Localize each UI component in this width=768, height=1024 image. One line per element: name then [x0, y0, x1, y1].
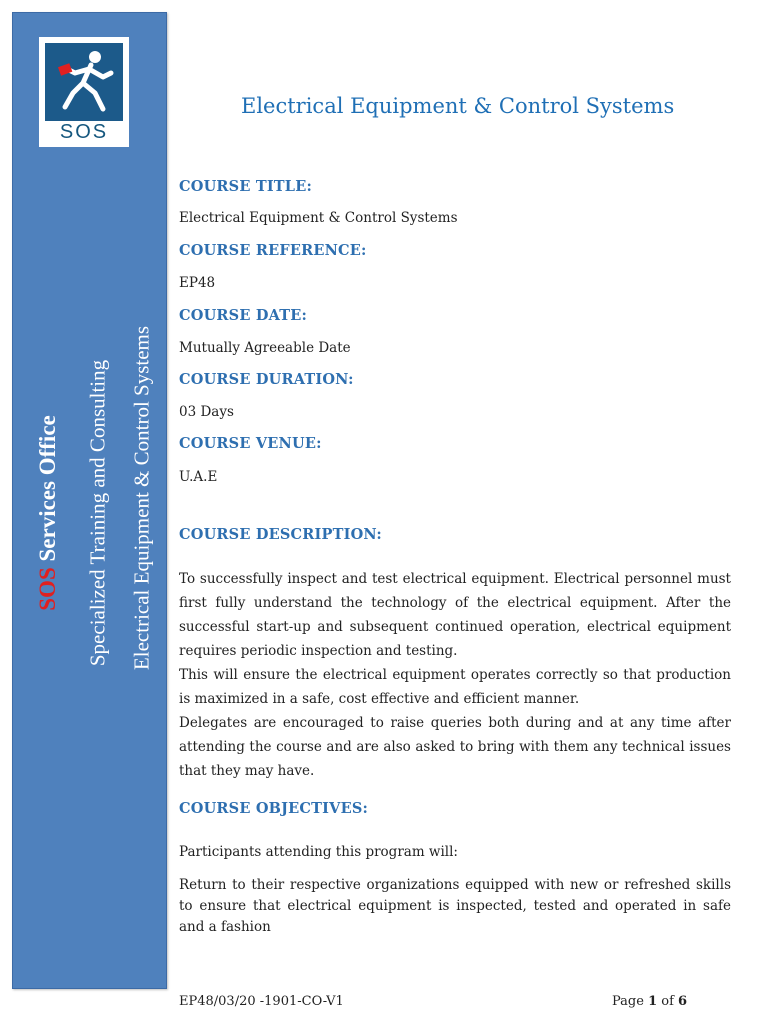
document-code: EP48/03/20 -1901-CO-V1: [179, 994, 344, 1009]
company-name-rest: Services Office: [35, 415, 60, 568]
course-duration-label: COURSE DURATION:: [179, 371, 354, 388]
course-objectives-heading: COURSE OBJECTIVES:: [179, 800, 369, 817]
course-date-value: Mutually Agreeable Date: [179, 340, 351, 356]
company-tagline: Specialized Training and Consulting: [85, 359, 110, 667]
logo-text: SOS: [59, 121, 109, 143]
description-paragraph: To successfully inspect and test electrical equipment. Electrical personnel must first fully understand the technology of the electrical equipment. After the successful start-up and subsequent continued operation, electrical equipment requires periodic inspection and testing.: [179, 571, 731, 659]
company-name-highlight: SOS: [35, 567, 60, 611]
page-number: [612, 994, 687, 1009]
course-description-body: [179, 567, 731, 783]
description-paragraph: Delegates are encouraged to raise queries both during and at any time after attending the course and are also asked to bring with them any technical issues that they may have.: [179, 715, 731, 779]
runner-logo-icon: [45, 43, 123, 121]
course-venue-value: U.A.E: [179, 469, 218, 485]
course-date-label: COURSE DATE:: [179, 307, 308, 324]
course-duration-value: 03 Days: [179, 404, 234, 420]
course-description-heading: COURSE DESCRIPTION:: [179, 526, 382, 543]
sos-logo: [39, 37, 129, 147]
objectives-paragraph: Return to their respective organizations equipped with new or refreshed skills to ensure that electrical equipment is inspected, tested and operated in safe and a fashion: [179, 877, 731, 935]
course-title-label: COURSE TITLE:: [179, 178, 313, 195]
course-reference-label: COURSE REFERENCE:: [179, 242, 367, 259]
sidebar-course-name: Electrical Equipment & Control Systems: [129, 325, 154, 671]
objectives-intro: Participants attending this program will:: [179, 844, 458, 860]
page-current: 1: [648, 994, 658, 1009]
sidebar-panel: [12, 12, 167, 989]
page-total: 6: [678, 994, 688, 1009]
page-of: of: [657, 994, 679, 1009]
document-title: Electrical Equipment & Control Systems: [241, 94, 675, 118]
company-name: [35, 415, 61, 610]
description-paragraph: This will ensure the electrical equipment operates correctly so that production is maximized in a safe, cost effective and efficient manner.: [179, 667, 731, 707]
course-venue-label: COURSE VENUE:: [179, 435, 322, 452]
page-word: Page: [612, 994, 649, 1009]
course-reference-value: EP48: [179, 275, 216, 291]
course-title-value: Electrical Equipment & Control Systems: [179, 210, 458, 226]
